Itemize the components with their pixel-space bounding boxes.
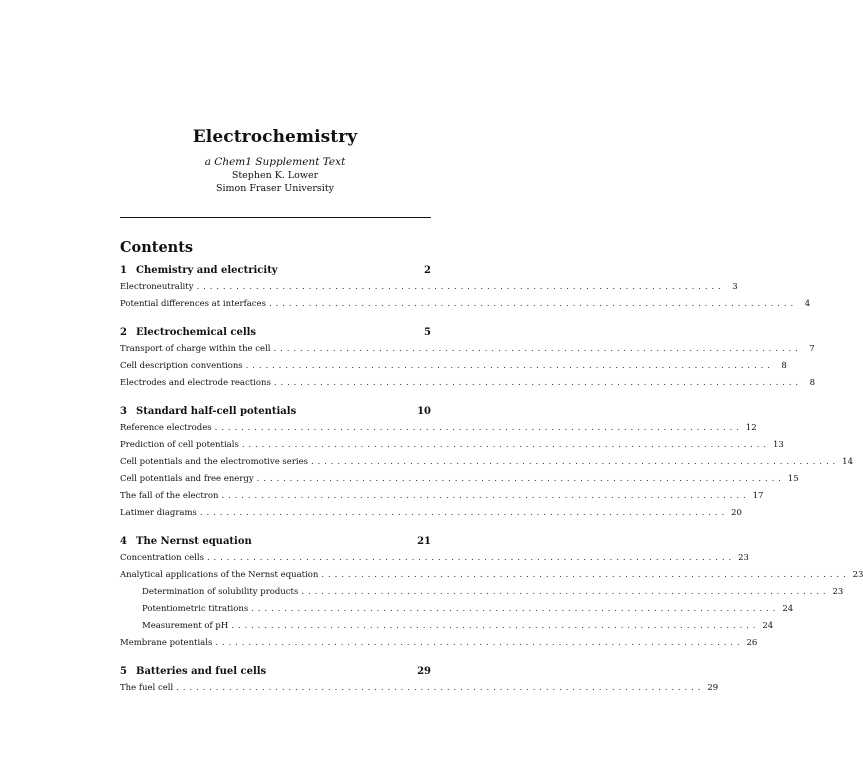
section-title: Chemistry and electricity	[136, 265, 278, 276]
dot-leader: ................................................................................	[199, 508, 729, 518]
entry-title: Electrodes and electrode reactions	[120, 378, 271, 388]
dot-leader: ................................................................................	[245, 361, 774, 371]
toc-entry[interactable]	[120, 553, 749, 570]
entry-page-number: 23	[832, 587, 844, 597]
toc-section-heading[interactable]	[120, 536, 431, 553]
dot-leader: ................................................................................	[214, 423, 743, 433]
toc-entry[interactable]	[120, 361, 787, 378]
toc-subsubentry[interactable]	[120, 604, 794, 621]
entry-title: Membrane potentials	[120, 638, 213, 648]
dot-leader: ................................................................................	[241, 440, 770, 450]
dot-leader: ................................................................................	[176, 683, 705, 693]
dot-leader: ................................................................................	[311, 457, 840, 467]
toc-entry[interactable]	[120, 570, 863, 587]
section-number: 2	[120, 327, 127, 338]
toc-section	[120, 536, 863, 655]
section-title: Standard half-cell potentials	[136, 406, 297, 417]
entry-page-number: 8	[781, 361, 787, 371]
dot-leader: ................................................................................	[256, 474, 785, 484]
document-title: Electrochemistry	[192, 127, 358, 147]
toc-section	[120, 406, 853, 525]
entry-page-number: 7	[809, 344, 815, 354]
section-page-number: 10	[417, 406, 431, 417]
entry-page-number: 12	[745, 423, 757, 433]
entry-title: The fuel cell	[120, 683, 174, 693]
entry-page-number: 14	[842, 457, 853, 467]
dot-leader: ................................................................................	[273, 344, 802, 354]
dot-leader: ................................................................................	[196, 282, 725, 292]
dot-leader: ................................................................................	[251, 604, 780, 614]
section-title: Electrochemical cells	[136, 327, 257, 338]
entry-page-number: 23	[738, 553, 749, 563]
entry-page-number: 24	[782, 604, 794, 614]
entry-page-number: 29	[707, 683, 719, 693]
section-page-number: 2	[424, 265, 431, 276]
entry-title: Measurement of pH	[142, 621, 229, 631]
table-of-contents	[120, 265, 863, 711]
toc-entry[interactable]	[120, 440, 784, 457]
section-page-number: 29	[417, 666, 431, 677]
author-affiliation: Simon Fraser University	[215, 183, 335, 194]
entry-page-number: 15	[787, 474, 799, 484]
dot-leader: ................................................................................	[273, 378, 803, 388]
entry-page-number: 23	[852, 570, 863, 580]
entry-page-number: 13	[772, 440, 784, 450]
toc-subsubentry[interactable]	[120, 621, 774, 638]
toc-entry[interactable]	[120, 423, 757, 440]
section-number: 3	[120, 406, 127, 417]
dot-leader: ................................................................................	[206, 553, 736, 563]
entry-page-number: 3	[732, 282, 738, 292]
entry-title: Potentiometric titrations	[142, 604, 249, 614]
entry-title: Determination of solubility products	[142, 587, 299, 597]
entry-title: Potential differences at interfaces	[120, 299, 266, 309]
entry-page-number: 20	[731, 508, 742, 518]
section-page-number: 21	[417, 536, 431, 547]
entry-title: Latimer diagrams	[120, 508, 197, 518]
section-title: The Nernst equation	[136, 536, 252, 547]
entry-page-number: 26	[746, 638, 758, 648]
entry-title: Prediction of cell potentials	[120, 440, 239, 450]
entry-title: The fall of the electron	[120, 491, 219, 501]
section-number: 5	[120, 666, 127, 677]
title-rule	[120, 217, 431, 218]
toc-entry[interactable]	[120, 683, 719, 700]
toc-entry[interactable]	[120, 282, 738, 299]
entry-title: Electroneutrality	[120, 282, 194, 292]
dot-leader: ................................................................................	[321, 570, 850, 580]
entry-page-number: 4	[804, 299, 811, 309]
section-number: 4	[120, 536, 127, 547]
section-number: 1	[120, 265, 127, 276]
toc-section-heading[interactable]	[120, 265, 431, 282]
entry-title: Transport of charge within the cell	[120, 344, 271, 354]
toc-entry[interactable]	[120, 344, 815, 361]
toc-entry[interactable]	[120, 299, 811, 316]
toc-section-heading[interactable]	[120, 666, 431, 683]
toc-section-heading[interactable]	[120, 406, 431, 423]
toc-entry[interactable]	[120, 508, 742, 525]
section-page-number: 5	[424, 327, 431, 338]
entry-title: Concentration cells	[120, 553, 204, 563]
toc-entry[interactable]	[120, 378, 816, 395]
dot-leader: ................................................................................	[231, 621, 760, 631]
entry-title: Cell potentials and the electromotive series	[120, 457, 308, 467]
dot-leader: ................................................................................	[215, 638, 744, 648]
toc-entry[interactable]	[120, 457, 853, 474]
entry-title: Cell description conventions	[120, 361, 243, 371]
document-subtitle: a Chem1 Supplement Text	[204, 156, 346, 168]
entry-page-number: 8	[809, 378, 816, 388]
contents-heading: Contents	[120, 239, 194, 256]
entry-page-number: 17	[752, 491, 764, 501]
entry-title: Cell potentials and free energy	[120, 474, 254, 484]
toc-subsubentry[interactable]	[120, 587, 844, 604]
toc-section	[120, 265, 811, 316]
dot-leader: ................................................................................	[301, 587, 830, 597]
toc-entry[interactable]	[120, 638, 758, 655]
dot-leader: ................................................................................	[221, 491, 750, 501]
toc-section-heading[interactable]	[120, 327, 431, 344]
dot-leader: ................................................................................	[268, 299, 798, 309]
entry-title: Analytical applications of the Nernst equation	[120, 570, 319, 580]
toc-entry[interactable]	[120, 474, 799, 491]
toc-entry[interactable]	[120, 491, 764, 508]
author-name: Stephen K. Lower	[231, 170, 319, 181]
toc-section	[120, 666, 719, 700]
entry-page-number: 24	[762, 621, 774, 631]
entry-title: Reference electrodes	[120, 423, 212, 433]
section-title: Batteries and fuel cells	[136, 666, 267, 677]
toc-section	[120, 327, 816, 395]
